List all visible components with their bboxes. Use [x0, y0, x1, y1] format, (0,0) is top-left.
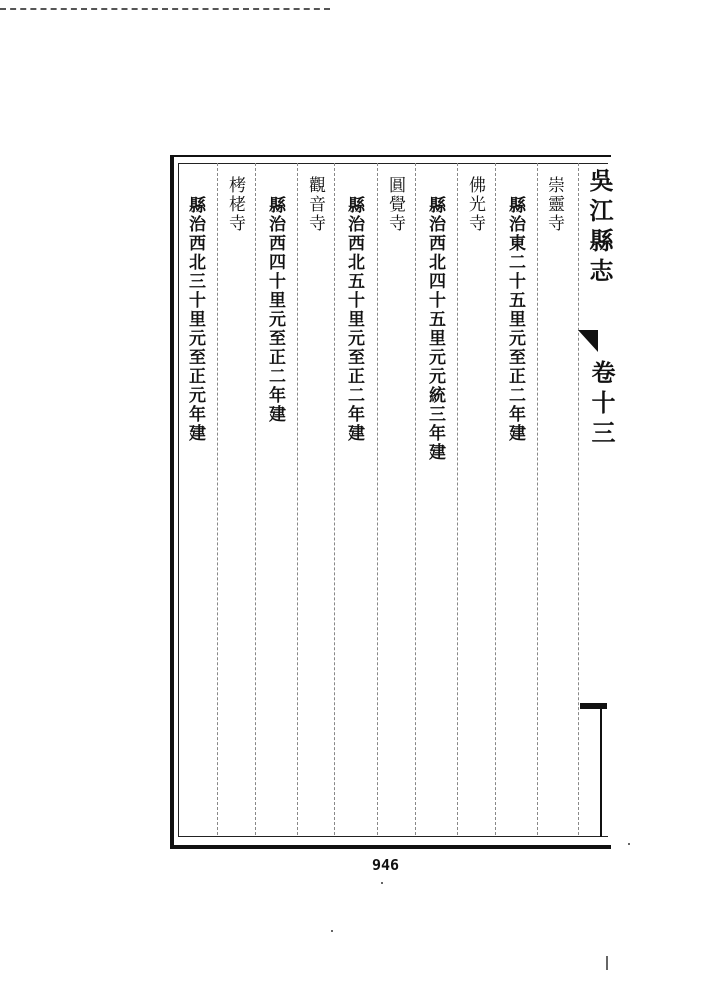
- temple-record: 縣治東二十五里元至正二年建: [505, 196, 525, 443]
- header-bar: [580, 703, 607, 709]
- top-dash-rule: [0, 8, 330, 10]
- volume-label: 卷十三: [587, 360, 616, 450]
- temple-name: 栲栳寺: [225, 176, 245, 233]
- column-divider: [217, 163, 218, 835]
- scan-speck: [606, 956, 608, 970]
- column-divider: [537, 163, 538, 835]
- temple-name: 佛光寺: [465, 176, 485, 233]
- book-title: 吳江縣志: [585, 168, 614, 288]
- temple-record: 縣治西四十里元至正二年建: [265, 196, 285, 424]
- fish-tail-mark: [578, 330, 598, 352]
- column-divider: [457, 163, 458, 835]
- column-divider: [415, 163, 416, 835]
- temple-record: 縣治西北五十里元至正二年建: [344, 196, 364, 443]
- header-line: [600, 709, 602, 837]
- column-divider: [334, 163, 335, 835]
- column-divider: [377, 163, 378, 835]
- temple-name: 圓覺寺: [385, 176, 405, 233]
- temple-name: 崇靈寺: [544, 176, 564, 233]
- temple-name: 觀音寺: [305, 176, 325, 233]
- column-divider: [578, 163, 579, 835]
- scan-speck: [381, 882, 383, 884]
- scan-speck: [628, 843, 630, 845]
- column-divider: [297, 163, 298, 835]
- temple-record: 縣治西北四十五里元元統三年建: [425, 196, 445, 462]
- page-number: 946: [372, 856, 400, 874]
- scan-speck: [331, 930, 333, 932]
- temple-record: 縣治西北三十里元至正元年建: [185, 196, 205, 443]
- column-divider: [495, 163, 496, 835]
- page-frame-inner: [178, 163, 608, 837]
- column-divider: [255, 163, 256, 835]
